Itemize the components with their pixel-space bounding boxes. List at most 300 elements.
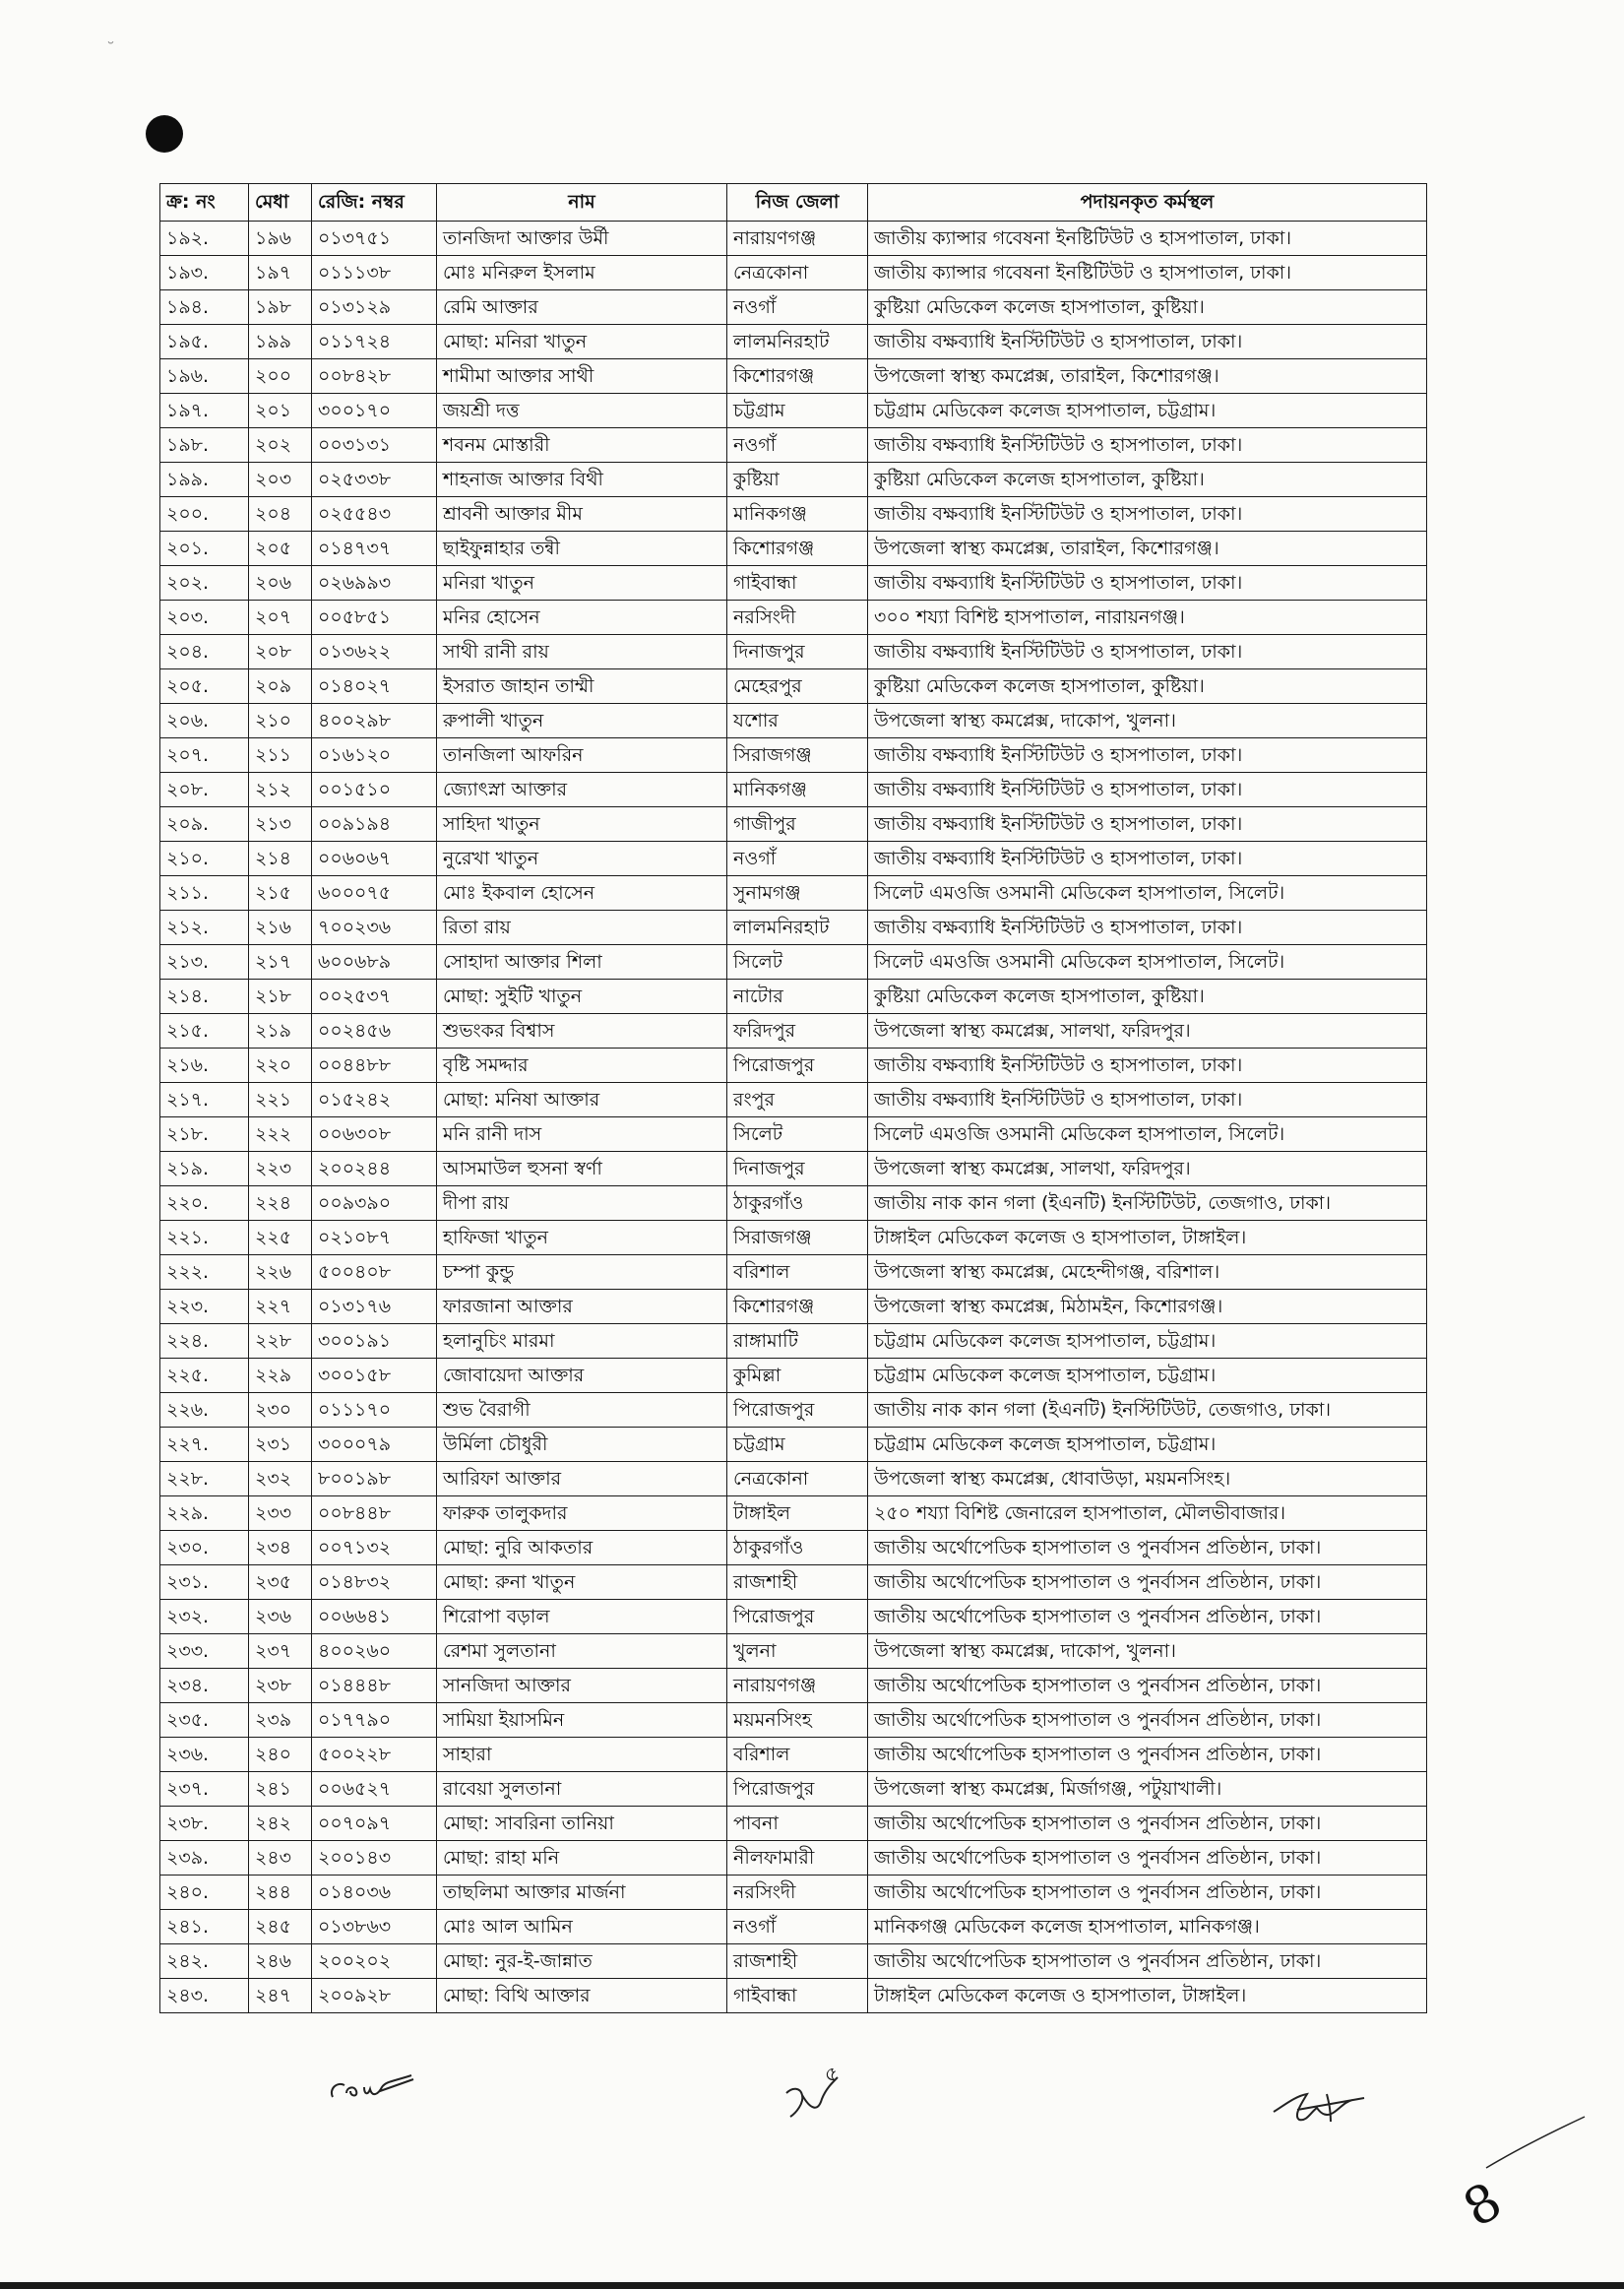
cell-workplace: উপজেলা স্বাস্থ্য কমপ্লেক্স, সালথা, ফরিদপুর।: [868, 1152, 1427, 1186]
table-row: [160, 945, 1427, 980]
cell-merit: ২৩৮: [249, 1669, 312, 1703]
cell-home-district: সিলেট: [727, 945, 868, 980]
cell-name: মোঃ ইকবাল হোসেন: [437, 876, 727, 911]
cell-home-district: নীলফামারী: [727, 1841, 868, 1876]
table-row: [160, 1393, 1427, 1428]
cell-serial: ২১৩.: [160, 945, 249, 980]
table-row: [160, 1841, 1427, 1876]
cell-home-district: কুমিল্লা: [727, 1359, 868, 1393]
cell-reg-no: ০২৫৫৪৩: [312, 497, 437, 532]
cell-merit: ১৯৬: [249, 222, 312, 256]
cell-reg-no: ০০২৫৩৭: [312, 980, 437, 1014]
cell-home-district: সুনামগঞ্জ: [727, 876, 868, 911]
cell-reg-no: ০১৩১৭৬: [312, 1290, 437, 1324]
cell-name: ইসরাত জাহান তাম্মী: [437, 669, 727, 704]
cell-reg-no: ০১৪০২৭: [312, 669, 437, 704]
cell-serial: ২৪৩.: [160, 1979, 249, 2013]
cell-reg-no: ০০৫৮৫১: [312, 601, 437, 635]
table-row: [160, 1014, 1427, 1049]
cell-serial: ২০৩.: [160, 601, 249, 635]
cell-merit: ২৩৬: [249, 1600, 312, 1634]
cell-home-district: লালমনিরহাট: [727, 325, 868, 359]
cell-serial: ২৩৫.: [160, 1703, 249, 1738]
table-row: [160, 738, 1427, 773]
cell-reg-no: ০০৭০৯৭: [312, 1807, 437, 1841]
cell-merit: ২১৪: [249, 842, 312, 876]
cell-reg-no: ৭০০২৩৬: [312, 911, 437, 945]
cell-serial: ২২৯.: [160, 1496, 249, 1531]
table-row: [160, 1255, 1427, 1290]
cell-home-district: গাইবান্ধা: [727, 1979, 868, 2013]
cell-home-district: রাঙ্গামাটি: [727, 1324, 868, 1359]
cell-merit: ২০৪: [249, 497, 312, 532]
cell-name: সামিয়া ইয়াসমিন: [437, 1703, 727, 1738]
cell-workplace: জাতীয় অর্থোপেডিক হাসপাতাল ও পুনর্বাসন প্রতিষ্ঠান, ঢাকা।: [868, 1876, 1427, 1910]
table-row: [160, 601, 1427, 635]
cell-home-district: পাবনা: [727, 1807, 868, 1841]
cell-home-district: পিরোজপুর: [727, 1049, 868, 1083]
table-row: [160, 1738, 1427, 1772]
cell-name: মোছা: মনিষা আক্তার: [437, 1083, 727, 1117]
cell-reg-no: ০০৮৪২৮: [312, 359, 437, 394]
cell-name: মনির হোসেন: [437, 601, 727, 635]
cell-merit: ২১২: [249, 773, 312, 807]
cell-name: হলানুচিং মারমা: [437, 1324, 727, 1359]
cell-workplace: চট্টগ্রাম মেডিকেল কলেজ হাসপাতাল, চট্টগ্রাম।: [868, 1324, 1427, 1359]
cell-workplace: জাতীয় বক্ষব্যাধি ইনস্টিটিউট ও হাসপাতাল, ঢাকা।: [868, 1083, 1427, 1117]
table-row: [160, 1669, 1427, 1703]
table-row: [160, 290, 1427, 325]
cell-serial: ২৪১.: [160, 1910, 249, 1944]
cell-serial: ২১৮.: [160, 1117, 249, 1152]
cell-serial: ২১৪.: [160, 980, 249, 1014]
cell-serial: ১৯৮.: [160, 428, 249, 463]
cell-workplace: মানিকগঞ্জ মেডিকেল কলেজ হাসপাতাল, মানিকগঞ্জ।: [868, 1910, 1427, 1944]
cell-merit: ২৪০: [249, 1738, 312, 1772]
cell-reg-no: ২০০৯২৮: [312, 1979, 437, 2013]
table-row: [160, 1290, 1427, 1324]
cell-name: শিরোপা বড়াল: [437, 1600, 727, 1634]
cell-serial: ২০৬.: [160, 704, 249, 738]
cell-workplace: সিলেট এমওজি ওসমানী মেডিকেল হাসপাতাল, সিলেট।: [868, 876, 1427, 911]
cell-home-district: পিরোজপুর: [727, 1772, 868, 1807]
cell-serial: ২২১.: [160, 1221, 249, 1255]
cell-home-district: কিশোরগঞ্জ: [727, 359, 868, 394]
cell-reg-no: ০০৪৪৮৮: [312, 1049, 437, 1083]
cell-workplace: জাতীয় ক্যান্সার গবেষনা ইনষ্টিটিউট ও হাসপাতাল, ঢাকা।: [868, 222, 1427, 256]
cell-merit: ২৩১: [249, 1428, 312, 1462]
cell-serial: ২২০.: [160, 1186, 249, 1221]
cell-serial: ২০৭.: [160, 738, 249, 773]
cell-workplace: সিলেট এমওজি ওসমানী মেডিকেল হাসপাতাল, সিলেট।: [868, 1117, 1427, 1152]
cell-serial: ২১৯.: [160, 1152, 249, 1186]
cell-merit: ২২২: [249, 1117, 312, 1152]
cell-reg-no: ০০৮৪৪৮: [312, 1496, 437, 1531]
cell-workplace: কুষ্টিয়া মেডিকেল কলেজ হাসপাতাল, কুষ্টিয়া।: [868, 669, 1427, 704]
table-row: [160, 256, 1427, 290]
cell-merit: ১৯৭: [249, 256, 312, 290]
cell-merit: ২১১: [249, 738, 312, 773]
cell-serial: ২৩১.: [160, 1565, 249, 1600]
cell-workplace: জাতীয় বক্ষব্যাধি ইনস্টিটিউট ও হাসপাতাল, ঢাকা।: [868, 842, 1427, 876]
cell-home-district: ময়মনসিংহ: [727, 1703, 868, 1738]
table-row: [160, 1186, 1427, 1221]
cell-home-district: কুষ্টিয়া: [727, 463, 868, 497]
table-row: [160, 1910, 1427, 1944]
table-row: [160, 1324, 1427, 1359]
cell-serial: ২২৪.: [160, 1324, 249, 1359]
cell-reg-no: ০০২৪৫৬: [312, 1014, 437, 1049]
table-row: [160, 428, 1427, 463]
cell-home-district: পিরোজপুর: [727, 1600, 868, 1634]
cell-merit: ২০৩: [249, 463, 312, 497]
cell-reg-no: ০২৬৯৯৩: [312, 566, 437, 601]
cell-merit: ২৩৭: [249, 1634, 312, 1669]
table-row: [160, 1979, 1427, 2013]
cell-reg-no: ০১৪০৩৬: [312, 1876, 437, 1910]
cell-merit: ২১৯: [249, 1014, 312, 1049]
cell-workplace: টাঙ্গাইল মেডিকেল কলেজ ও হাসপাতাল, টাঙ্গাইল।: [868, 1221, 1427, 1255]
cell-reg-no: ২০০১৪৩: [312, 1841, 437, 1876]
cell-home-district: টাঙ্গাইল: [727, 1496, 868, 1531]
table-row: [160, 1462, 1427, 1496]
cell-home-district: বরিশাল: [727, 1255, 868, 1290]
cell-home-district: নেত্রকোনা: [727, 1462, 868, 1496]
cell-merit: ২১৭: [249, 945, 312, 980]
table-row: [160, 911, 1427, 945]
cell-workplace: জাতীয় বক্ষব্যাধি ইনস্টিটিউট ও হাসপাতাল, ঢাকা।: [868, 738, 1427, 773]
col-header-merit: মেধা: [249, 184, 312, 222]
cell-home-district: নওগাঁ: [727, 1910, 868, 1944]
cell-name: ছাইফুন্নাহার তন্বী: [437, 532, 727, 566]
cell-workplace: জাতীয় বক্ষব্যাধি ইনস্টিটিউট ও হাসপাতাল, ঢাকা।: [868, 773, 1427, 807]
cell-serial: ২০৮.: [160, 773, 249, 807]
cell-name: দীপা রায়: [437, 1186, 727, 1221]
cell-name: মনিরা খাতুন: [437, 566, 727, 601]
cell-reg-no: ০১৩৮৬৩: [312, 1910, 437, 1944]
punch-hole: [146, 115, 183, 153]
cell-home-district: ফরিদপুর: [727, 1014, 868, 1049]
cell-workplace: জাতীয় বক্ষব্যাধি ইনস্টিটিউট ও হাসপাতাল, ঢাকা।: [868, 635, 1427, 669]
cell-reg-no: ০০৬৫২৭: [312, 1772, 437, 1807]
cell-merit: ২২৩: [249, 1152, 312, 1186]
cell-name: চম্পা কুন্ডু: [437, 1255, 727, 1290]
signature-center: [782, 2069, 851, 2124]
cell-serial: ২১০.: [160, 842, 249, 876]
cell-reg-no: ০০৯৩৯০: [312, 1186, 437, 1221]
cell-merit: ২২৯: [249, 1359, 312, 1393]
cell-home-district: লালমনিরহাট: [727, 911, 868, 945]
cell-home-district: কিশোরগঞ্জ: [727, 1290, 868, 1324]
cell-merit: ২১৬: [249, 911, 312, 945]
page-bottom-edge: [0, 2282, 1624, 2289]
signature-right: [1268, 2082, 1378, 2131]
cell-merit: ২০৮: [249, 635, 312, 669]
cell-reg-no: ৪০০২৯৮: [312, 704, 437, 738]
table-row: [160, 1600, 1427, 1634]
signature-left: [325, 2067, 423, 2107]
table-row: [160, 325, 1427, 359]
cell-workplace: জাতীয় অর্থোপেডিক হাসপাতাল ও পুনর্বাসন প্রতিষ্ঠান, ঢাকা।: [868, 1565, 1427, 1600]
cell-home-district: পিরোজপুর: [727, 1393, 868, 1428]
cell-name: মোছা: সাবরিনা তানিয়া: [437, 1807, 727, 1841]
cell-merit: ২০৯: [249, 669, 312, 704]
table-row: [160, 1049, 1427, 1083]
cell-name: রেমি আক্তার: [437, 290, 727, 325]
cell-home-district: রংপুর: [727, 1083, 868, 1117]
cell-serial: ২০৫.: [160, 669, 249, 704]
cell-workplace: ৩০০ শয্যা বিশিষ্ট হাসপাতাল, নারায়নগঞ্জ।: [868, 601, 1427, 635]
cell-merit: ২৪২: [249, 1807, 312, 1841]
cell-reg-no: ৪০০২৬০: [312, 1634, 437, 1669]
cell-reg-no: ০১৪৮৩২: [312, 1565, 437, 1600]
cell-home-district: নরসিংদী: [727, 601, 868, 635]
cell-merit: ২৪৭: [249, 1979, 312, 2013]
cell-workplace: জাতীয় বক্ষব্যাধি ইনস্টিটিউট ও হাসপাতাল, ঢাকা।: [868, 566, 1427, 601]
cell-workplace: জাতীয় অর্থোপেডিক হাসপাতাল ও পুনর্বাসন প্রতিষ্ঠান, ঢাকা।: [868, 1944, 1427, 1979]
cell-name: তানজিলা আফরিন: [437, 738, 727, 773]
table-row: [160, 1565, 1427, 1600]
cell-workplace: জাতীয় অর্থোপেডিক হাসপাতাল ও পুনর্বাসন প্রতিষ্ঠান, ঢাকা।: [868, 1669, 1427, 1703]
cell-name: সানজিদা আক্তার: [437, 1669, 727, 1703]
cell-home-district: নারায়ণগঞ্জ: [727, 222, 868, 256]
cell-reg-no: ০২১০৮৭: [312, 1221, 437, 1255]
cell-reg-no: ২০০২০২: [312, 1944, 437, 1979]
table-row: [160, 1359, 1427, 1393]
cell-reg-no: ০১৩১২৯: [312, 290, 437, 325]
table-row: [160, 1428, 1427, 1462]
cell-serial: ২২৩.: [160, 1290, 249, 1324]
cell-merit: ২০২: [249, 428, 312, 463]
table-row: [160, 1703, 1427, 1738]
cell-reg-no: ৫০০৪০৮: [312, 1255, 437, 1290]
cell-reg-no: ০১৬১২০: [312, 738, 437, 773]
cell-reg-no: ২০০২৪৪: [312, 1152, 437, 1186]
cell-merit: ২২৭: [249, 1290, 312, 1324]
cell-name: শাহনাজ আক্তার বিথী: [437, 463, 727, 497]
cell-merit: ১৯৮: [249, 290, 312, 325]
cell-name: মোছা: রাহা মনি: [437, 1841, 727, 1876]
cell-merit: ২১৮: [249, 980, 312, 1014]
cell-name: মোছা: বিথি আক্তার: [437, 1979, 727, 2013]
cell-home-district: গাইবান্ধা: [727, 566, 868, 601]
cell-serial: ২২৫.: [160, 1359, 249, 1393]
cell-workplace: জাতীয় বক্ষব্যাধি ইনস্টিটিউট ও হাসপাতাল, ঢাকা।: [868, 911, 1427, 945]
cell-reg-no: ০০১৫১০: [312, 773, 437, 807]
cell-serial: ২০২.: [160, 566, 249, 601]
cell-serial: ২২৭.: [160, 1428, 249, 1462]
cell-reg-no: ০১৩৬২২: [312, 635, 437, 669]
cell-home-district: সিরাজগঞ্জ: [727, 1221, 868, 1255]
cell-name: জ্যোৎস্না আক্তার: [437, 773, 727, 807]
cell-home-district: মানিকগঞ্জ: [727, 773, 868, 807]
cell-name: বৃষ্টি সমদ্দার: [437, 1049, 727, 1083]
cell-merit: ২২১: [249, 1083, 312, 1117]
cell-home-district: নাটোর: [727, 980, 868, 1014]
table-row: [160, 635, 1427, 669]
table-row: [160, 1117, 1427, 1152]
cell-workplace: জাতীয় নাক কান গলা (ইএনটি) ইনস্টিটিউট, তেজগাও, ঢাকা।: [868, 1186, 1427, 1221]
cell-merit: ২১৩: [249, 807, 312, 842]
cell-workplace: জাতীয় বক্ষব্যাধি ইনস্টিটিউট ও হাসপাতাল, ঢাকা।: [868, 1049, 1427, 1083]
table-row: [160, 1531, 1427, 1565]
cell-name: রুপালী খাতুন: [437, 704, 727, 738]
cell-merit: ২২০: [249, 1049, 312, 1083]
cell-merit: ২৪৬: [249, 1944, 312, 1979]
cell-reg-no: ০০৯১৯৪: [312, 807, 437, 842]
cell-workplace: কুষ্টিয়া মেডিকেল কলেজ হাসপাতাল, কুষ্টিয়া।: [868, 290, 1427, 325]
cell-home-district: যশোর: [727, 704, 868, 738]
cell-reg-no: ৬০০০৭৫: [312, 876, 437, 911]
cell-serial: ২১১.: [160, 876, 249, 911]
cell-merit: ২৩৩: [249, 1496, 312, 1531]
table-header-row: [160, 184, 1427, 222]
table-row: [160, 359, 1427, 394]
cell-workplace: উপজেলা স্বাস্থ্য কমপ্লেক্স, তারাইল, কিশোরগঞ্জ।: [868, 532, 1427, 566]
cell-workplace: জাতীয় অর্থোপেডিক হাসপাতাল ও পুনর্বাসন প্রতিষ্ঠান, ঢাকা।: [868, 1703, 1427, 1738]
cell-reg-no: ০০৬৩০৮: [312, 1117, 437, 1152]
cell-serial: ২৩৮.: [160, 1807, 249, 1841]
cell-merit: ২৪৪: [249, 1876, 312, 1910]
cell-reg-no: ৩০০১৫৮: [312, 1359, 437, 1393]
cell-name: শুভ বৈরাগী: [437, 1393, 727, 1428]
cell-workplace: সিলেট এমওজি ওসমানী মেডিকেল হাসপাতাল, সিলেট।: [868, 945, 1427, 980]
cell-reg-no: ০১১১৭০: [312, 1393, 437, 1428]
cell-reg-no: ৬০০৬৮৯: [312, 945, 437, 980]
cell-workplace: জাতীয় বক্ষব্যাধি ইনস্টিটিউট ও হাসপাতাল, ঢাকা।: [868, 325, 1427, 359]
cell-reg-no: ০১১১৩৮: [312, 256, 437, 290]
cell-serial: ২৩৯.: [160, 1841, 249, 1876]
cell-name: শবনম মোস্তারী: [437, 428, 727, 463]
table-row: [160, 532, 1427, 566]
cell-serial: ২০৯.: [160, 807, 249, 842]
cell-merit: ২২৬: [249, 1255, 312, 1290]
table-row: [160, 1634, 1427, 1669]
cell-reg-no: ৩০০১৯১: [312, 1324, 437, 1359]
table-body: [160, 222, 1427, 2013]
cell-workplace: জাতীয় বক্ষব্যাধি ইনস্টিটিউট ও হাসপাতাল, ঢাকা।: [868, 497, 1427, 532]
cell-home-district: গাজীপুর: [727, 807, 868, 842]
cell-reg-no: ০১৩৭৫১: [312, 222, 437, 256]
cell-workplace: উপজেলা স্বাস্থ্য কমপ্লেক্স, দাকোপ, খুলনা।: [868, 704, 1427, 738]
cell-home-district: সিরাজগঞ্জ: [727, 738, 868, 773]
cell-home-district: দিনাজপুর: [727, 1152, 868, 1186]
cell-serial: ২০১.: [160, 532, 249, 566]
cell-workplace: জাতীয় অর্থোপেডিক হাসপাতাল ও পুনর্বাসন প্রতিষ্ঠান, ঢাকা।: [868, 1531, 1427, 1565]
cell-serial: ২৩৩.: [160, 1634, 249, 1669]
scan-speck: ˘: [106, 39, 115, 60]
table-row: [160, 1876, 1427, 1910]
cell-serial: ২৩০.: [160, 1531, 249, 1565]
cell-name: তাছলিমা আক্তার মার্জনা: [437, 1876, 727, 1910]
cell-home-district: মানিকগঞ্জ: [727, 497, 868, 532]
cell-home-district: নওগাঁ: [727, 842, 868, 876]
cell-workplace: জাতীয় বক্ষব্যাধি ইনস্টিটিউট ও হাসপাতাল, ঢাকা।: [868, 428, 1427, 463]
cell-name: মোছা: সুইটি খাতুন: [437, 980, 727, 1014]
cell-name: সাহিদা খাতুন: [437, 807, 727, 842]
cell-serial: ২১৭.: [160, 1083, 249, 1117]
cell-reg-no: ০১৫২৪২: [312, 1083, 437, 1117]
table-row: [160, 842, 1427, 876]
cell-serial: ২২৮.: [160, 1462, 249, 1496]
cell-serial: ২২৬.: [160, 1393, 249, 1428]
cell-home-district: সিলেট: [727, 1117, 868, 1152]
cell-name: মোঃ আল আমিন: [437, 1910, 727, 1944]
table-row: [160, 1221, 1427, 1255]
cell-workplace: জাতীয় বক্ষব্যাধি ইনস্টিটিউট ও হাসপাতাল, ঢাকা।: [868, 807, 1427, 842]
cell-serial: ২১৫.: [160, 1014, 249, 1049]
cell-merit: ২৪৫: [249, 1910, 312, 1944]
cell-name: রাবেয়া সুলতানা: [437, 1772, 727, 1807]
table-row: [160, 807, 1427, 842]
cell-workplace: উপজেলা স্বাস্থ্য কমপ্লেক্স, মেহেন্দীগঞ্জ, বরিশাল।: [868, 1255, 1427, 1290]
cell-name: নুরেখা খাতুন: [437, 842, 727, 876]
cell-name: শ্রাবনী আক্তার মীম: [437, 497, 727, 532]
cell-merit: ২০১: [249, 394, 312, 428]
cell-name: হাফিজা খাতুন: [437, 1221, 727, 1255]
cell-reg-no: ০০৭১৩২: [312, 1531, 437, 1565]
cell-merit: ২৩৪: [249, 1531, 312, 1565]
cell-reg-no: ০১১৭২৪: [312, 325, 437, 359]
table-row: [160, 1807, 1427, 1841]
cell-workplace: কুষ্টিয়া মেডিকেল কলেজ হাসপাতাল, কুষ্টিয়া।: [868, 463, 1427, 497]
table-row: [160, 1496, 1427, 1531]
cell-merit: ১৯৯: [249, 325, 312, 359]
cell-merit: ২০০: [249, 359, 312, 394]
cell-serial: ২১২.: [160, 911, 249, 945]
table-row: [160, 463, 1427, 497]
cell-name: জোবায়েদা আক্তার: [437, 1359, 727, 1393]
cell-merit: ২৩০: [249, 1393, 312, 1428]
cell-serial: ২৩২.: [160, 1600, 249, 1634]
cell-serial: ২৩৪.: [160, 1669, 249, 1703]
table-row: [160, 222, 1427, 256]
cell-home-district: নওগাঁ: [727, 428, 868, 463]
cell-reg-no: ০২৫৩৩৮: [312, 463, 437, 497]
cell-home-district: নেত্রকোনা: [727, 256, 868, 290]
table-row: [160, 876, 1427, 911]
cell-workplace: চট্টগ্রাম মেডিকেল কলেজ হাসপাতাল, চট্টগ্রাম।: [868, 1428, 1427, 1462]
cell-serial: ১৯৭.: [160, 394, 249, 428]
cell-reg-no: ০১৪৭৩৭: [312, 532, 437, 566]
cell-merit: ২১৫: [249, 876, 312, 911]
cell-workplace: টাঙ্গাইল মেডিকেল কলেজ ও হাসপাতাল, টাঙ্গাইল।: [868, 1979, 1427, 2013]
cell-name: ফারজানা আক্তার: [437, 1290, 727, 1324]
table-row: [160, 1083, 1427, 1117]
cell-name: রিতা রায়: [437, 911, 727, 945]
cell-home-district: নরসিংদী: [727, 1876, 868, 1910]
cell-workplace: উপজেলা স্বাস্থ্য কমপ্লেক্স, সালথা, ফরিদপুর।: [868, 1014, 1427, 1049]
cell-merit: ২২৫: [249, 1221, 312, 1255]
cell-serial: ১৯৯.: [160, 463, 249, 497]
cell-serial: ১৯৬.: [160, 359, 249, 394]
cell-home-district: দিনাজপুর: [727, 635, 868, 669]
cell-serial: ২৩৭.: [160, 1772, 249, 1807]
table-row: [160, 980, 1427, 1014]
cell-name: রেশমা সুলতানা: [437, 1634, 727, 1669]
cell-workplace: ২৫০ শয্যা বিশিষ্ট জেনারেল হাসপাতাল, মৌলভীবাজার।: [868, 1496, 1427, 1531]
cell-merit: ২১০: [249, 704, 312, 738]
cell-workplace: উপজেলা স্বাস্থ্য কমপ্লেক্স, দাকোপ, খুলনা।: [868, 1634, 1427, 1669]
cell-home-district: রাজশাহী: [727, 1944, 868, 1979]
cell-home-district: নারায়ণগঞ্জ: [727, 1669, 868, 1703]
page-number: ৫: [825, 2062, 838, 2085]
cell-workplace: উপজেলা স্বাস্থ্য কমপ্লেক্স, তারাইল, কিশোরগঞ্জ।: [868, 359, 1427, 394]
cell-home-district: কিশোরগঞ্জ: [727, 532, 868, 566]
cell-reg-no: ৩০০১৭০: [312, 394, 437, 428]
cell-name: মোঃ মনিরুল ইসলাম: [437, 256, 727, 290]
cell-name: মোছা: নুরি আকতার: [437, 1531, 727, 1565]
